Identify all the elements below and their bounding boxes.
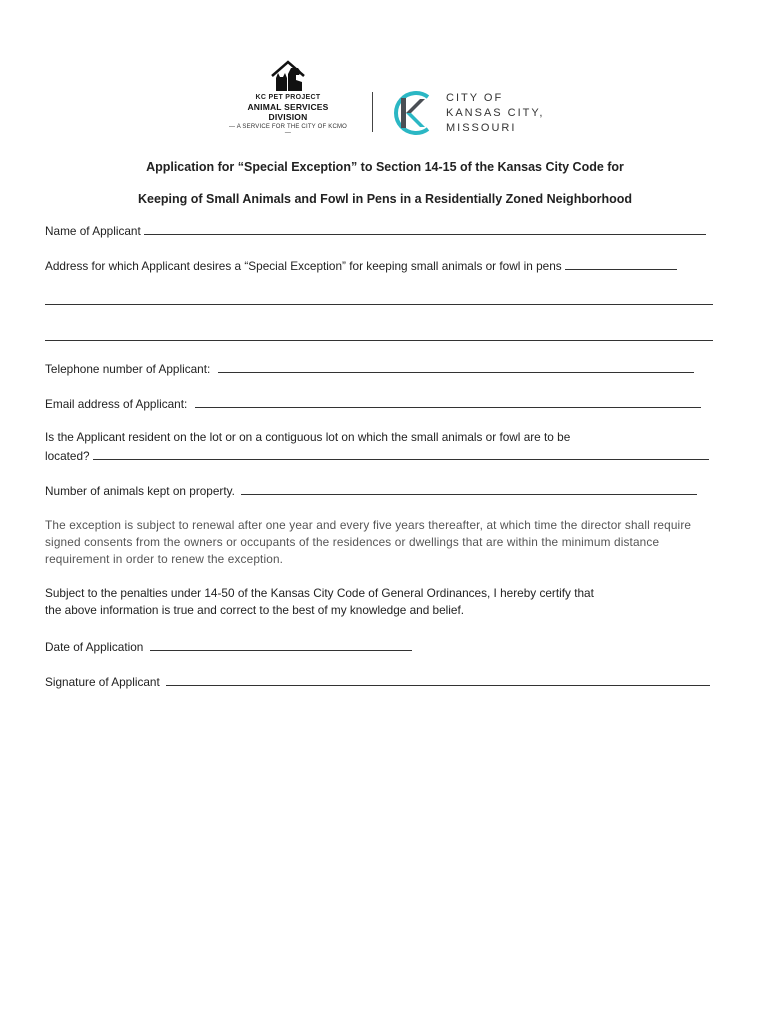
animals-label: Number of animals kept on property. [45,484,235,498]
animals-row [45,482,697,498]
address-field[interactable] [565,257,677,270]
email-field[interactable] [195,395,701,408]
city-logo-line2: KANSAS CITY, [446,107,545,119]
address-label: Address for which Applicant desires a “Special Exception” for keeping small animals or fowl in pens [45,259,562,273]
kc-pet-project-logo [228,58,348,138]
exception-note: The exception is subject to renewal after one year and every five years thereafter, at which time the director shall require signed consents from the owners or occupants of the residences or dwellings that are within the minimum distance requirement in order to renew the exception. [45,518,692,566]
email-label: Email address of Applicant: [45,397,188,411]
kc-monogram-icon [388,88,438,138]
date-field[interactable] [150,638,412,651]
resident-question-line2: located? [45,449,90,463]
city-logo-line1: CITY OF [446,92,504,104]
date-row [45,638,412,654]
address-field-line3[interactable] [45,340,713,341]
city-logo-line3: MISSOURI [446,122,517,134]
pet-logo-line1: KC PET PROJECT [255,94,321,101]
name-row [45,222,706,238]
email-row [45,395,701,411]
address-field-line2[interactable] [45,304,713,305]
city-logo-text [446,91,544,136]
resident-question-line1: Is the Applicant resident on the lot or on a contiguous lot on which the small animals or fowl are to be [45,430,571,444]
telephone-row [45,360,694,376]
animals-field[interactable] [241,482,697,495]
address-row [45,257,677,273]
certify-line2: the above information is true and correct to the best of my knowledge and belief. [45,603,465,617]
signature-label: Signature of Applicant [45,675,160,689]
pet-logo-line3: — A SERVICE FOR THE CITY OF KCMO — [228,124,348,136]
logo-divider [372,92,373,132]
resident-field[interactable] [93,447,709,460]
date-label: Date of Application [45,640,144,654]
name-field[interactable] [144,222,706,235]
certify-line1: Subject to the penalties under 14-50 of the Kansas City Code of General Ordinances, I hereby certify that [45,586,594,600]
form-title-line1: Application for “Special Exception” to Section 14-15 of the Kansas City Code for [146,160,624,174]
form-title-line2: Keeping of Small Animals and Fowl in Pens in a Residentially Zoned Neighborhood [137,192,633,206]
pet-logo-line2: ANIMAL SERVICES DIVISION [247,102,329,122]
signature-row [45,673,710,689]
name-label: Name of Applicant [45,224,141,238]
telephone-label: Telephone number of Applicant: [45,362,211,376]
header-logos [0,58,770,138]
cat-dog-silhouette-icon [268,58,308,92]
resident-row [45,447,709,463]
signature-field[interactable] [166,673,710,686]
telephone-field[interactable] [218,360,694,373]
